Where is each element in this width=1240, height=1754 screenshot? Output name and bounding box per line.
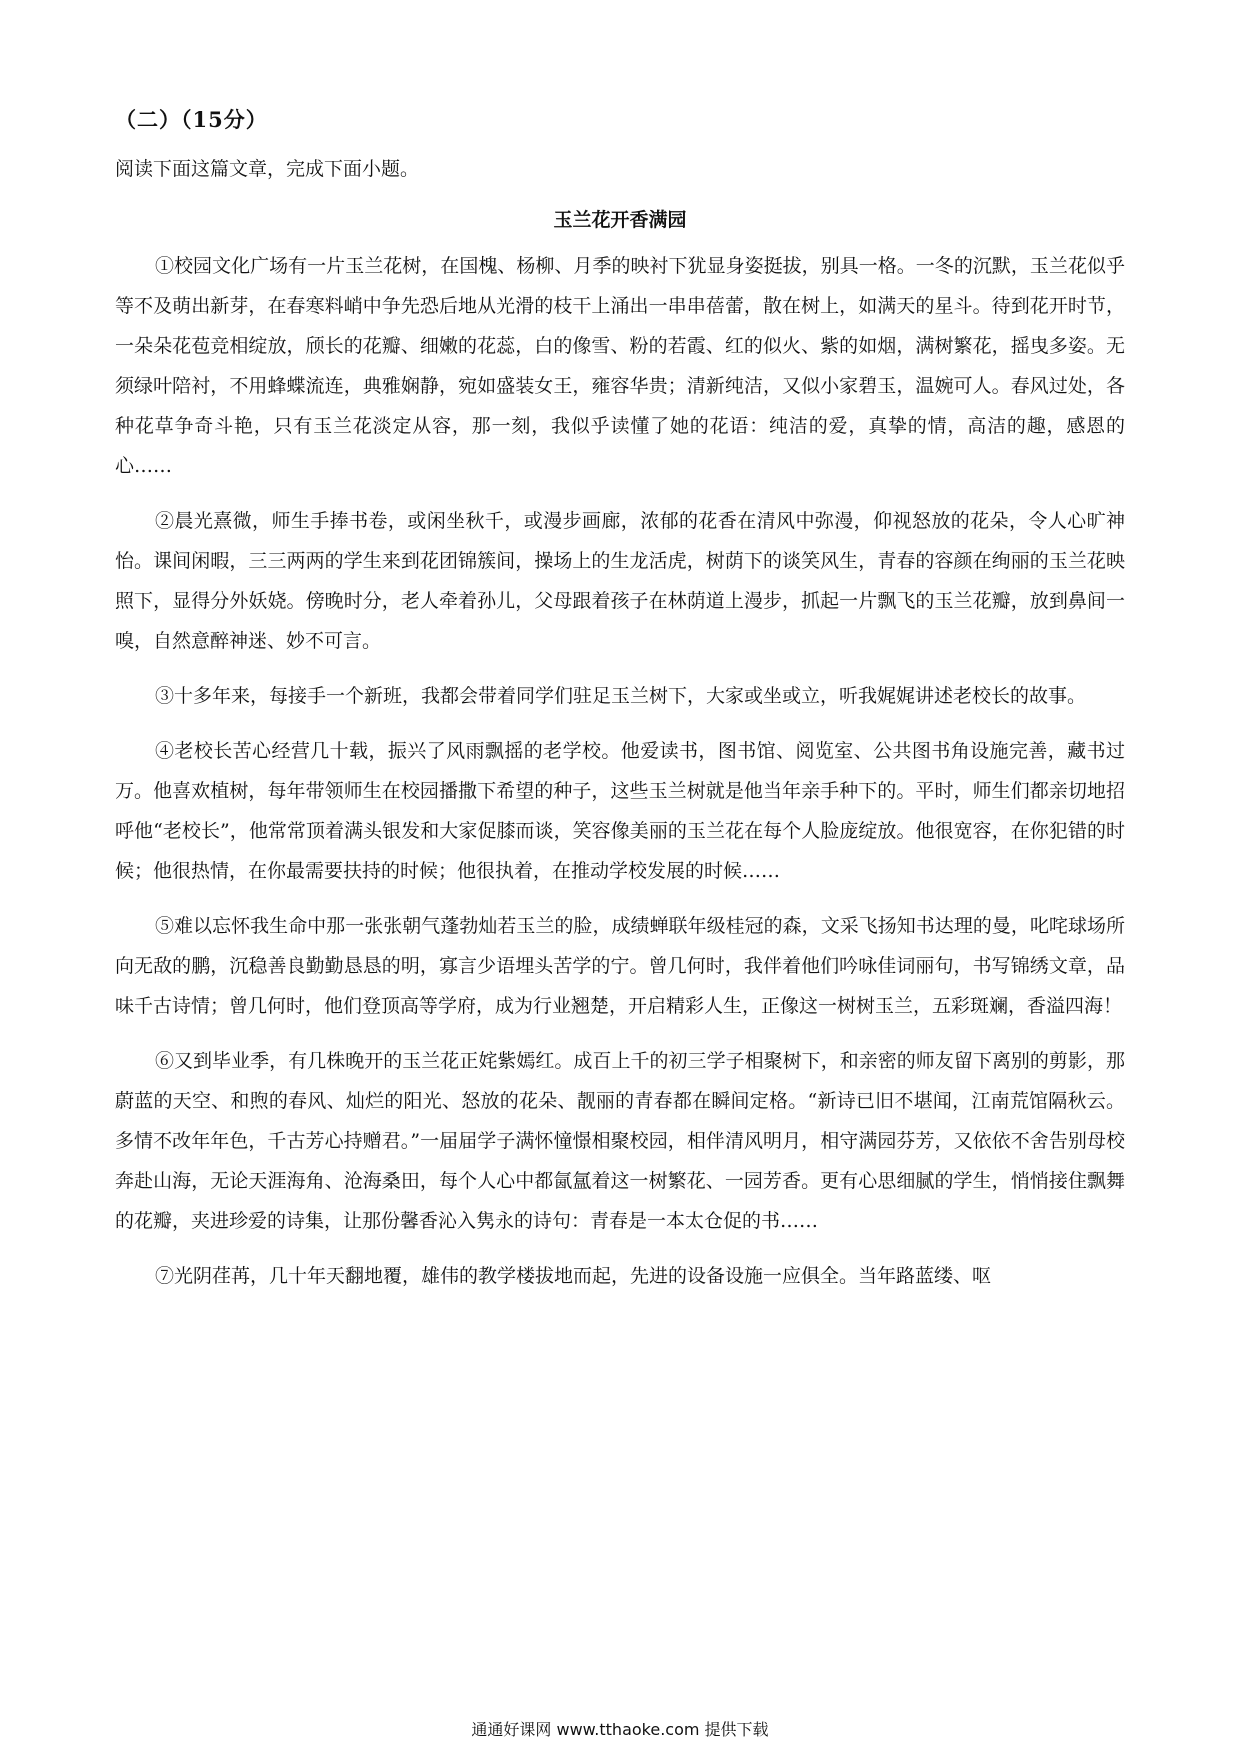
paragraph-6: ⑥又到毕业季，有几株晚开的玉兰花正姹紫嫣红。成百上千的初三学子相聚树下，和亲密的师友留下离别的剪影，那蔚蓝的天空、和煦的春风、灿烂的阳光、怒放的花朵、靓丽的青春都在瞬间定格。“新诗已旧不堪闻，江南荒馆隔秋云。多情不改年年色，千古芳心持赠君。”一届届学子满怀憧憬相聚校园，相伴清风明月，相守满园芬芳，又依依不舍告别母校奔赴山海，无论天涯海角、沧海桑田，每个人心中都氤氲着这一树繁花、一园芳香。更有心思细腻的学生，悄悄接住飘舞的花瓣，夹进珍爱的诗集，让那份馨香沁入隽永的诗句：青春是一本太仓促的书…… bbox=[115, 1050, 1125, 1232]
instruction-text: 阅读下面这篇文章，完成下面小题。 bbox=[115, 158, 420, 180]
section-heading: （二）（15分） bbox=[115, 107, 268, 132]
paragraph-1: ①校园文化广场有一片玉兰花树，在国槐、杨柳、月季的映衬下犹显身姿挺拔，别具一格。一冬的沉默，玉兰花似乎等不及萌出新芽，在春寒料峭中争先恐后地从光滑的枝干上涌出一串串蓓蕾，散在树上，如满天的星斗。待到花开时节，一朵朵花苞竞相绽放，颀长的花瓣、细嫩的花蕊，白的像雪、粉的若霞、红的似火、紫的如烟，满树繁花，摇曳多姿。无须绿叶陪衬，不用蜂蝶流连，典雅娴静，宛如盛装女王，雍容华贵；清新纯洁，又似小家碧玉，温婉可人。春风过处，各种花草争奇斗艳，只有玉兰花淡定从容，那一刻，我似乎读懂了她的花语：纯洁的爱，真挚的情，高洁的趣，感恩的心…… bbox=[115, 255, 1125, 477]
page-footer: 通通好课网 www.tthaoke.com 提供下载 bbox=[471, 1720, 769, 1739]
article-title: 玉兰花开香满园 bbox=[553, 209, 687, 231]
paragraph-4: ④老校长苦心经营几十载，振兴了风雨飘摇的老学校。他爱读书，图书馆、阅览室、公共图书角设施完善，藏书过万。他喜欢植树，每年带领师生在校园播撒下希望的种子，这些玉兰树就是他当年亲手种下的。平时，师生们都亲切地招呼他“老校长”，他常常顶着满头银发和大家促膝而谈，笑容像美丽的玉兰花在每个人脸庞绽放。他很宽容，在你犯错的时候；他很热情，在你最需要扶持的时候；他很执着，在推动学校发展的时候…… bbox=[115, 740, 1125, 882]
paragraph-2: ②晨光熹微，师生手捧书卷，或闲坐秋千，或漫步画廊，浓郁的花香在清风中弥漫，仰视怒放的花朵，令人心旷神怡。课间闲暇，三三两两的学生来到花团锦簇间，操场上的生龙活虎，树荫下的谈笑风生，青春的容颜在绚丽的玉兰花映照下，显得分外妖娆。傍晚时分，老人牵着孙儿，父母跟着孩子在林荫道上漫步，抓起一片飘飞的玉兰花瓣，放到鼻间一嗅，自然意醉神迷、妙不可言。 bbox=[115, 510, 1125, 652]
paragraph-3: ③十多年来，每接手一个新班，我都会带着同学们驻足玉兰树下，大家或坐或立，听我娓娓讲述老校长的故事。 bbox=[155, 685, 1087, 707]
article-body bbox=[115, 246, 1125, 1311]
paragraph-5: ⑤难以忘怀我生命中那一张张朝气蓬勃灿若玉兰的脸，成绩蝉联年级桂冠的森，文采飞扬知书达理的曼，叱咤球场所向无敌的鹏，沉稳善良勤勤恳恳的明，寡言少语埋头苦学的宁。曾几何时，我伴着他们吟咏佳词丽句，书写锦绣文章，品味千古诗情；曾几何时，他们登顶高等学府，成为行业翘楚，开启精彩人生，正像这一树树玉兰，五彩斑斓，香溢四海！ bbox=[115, 915, 1125, 1017]
paragraph-7: ⑦光阴荏苒，几十年天翻地覆，雄伟的教学楼拔地而起，先进的设备设施一应俱全。当年路蓝缕、呕 bbox=[155, 1265, 992, 1287]
